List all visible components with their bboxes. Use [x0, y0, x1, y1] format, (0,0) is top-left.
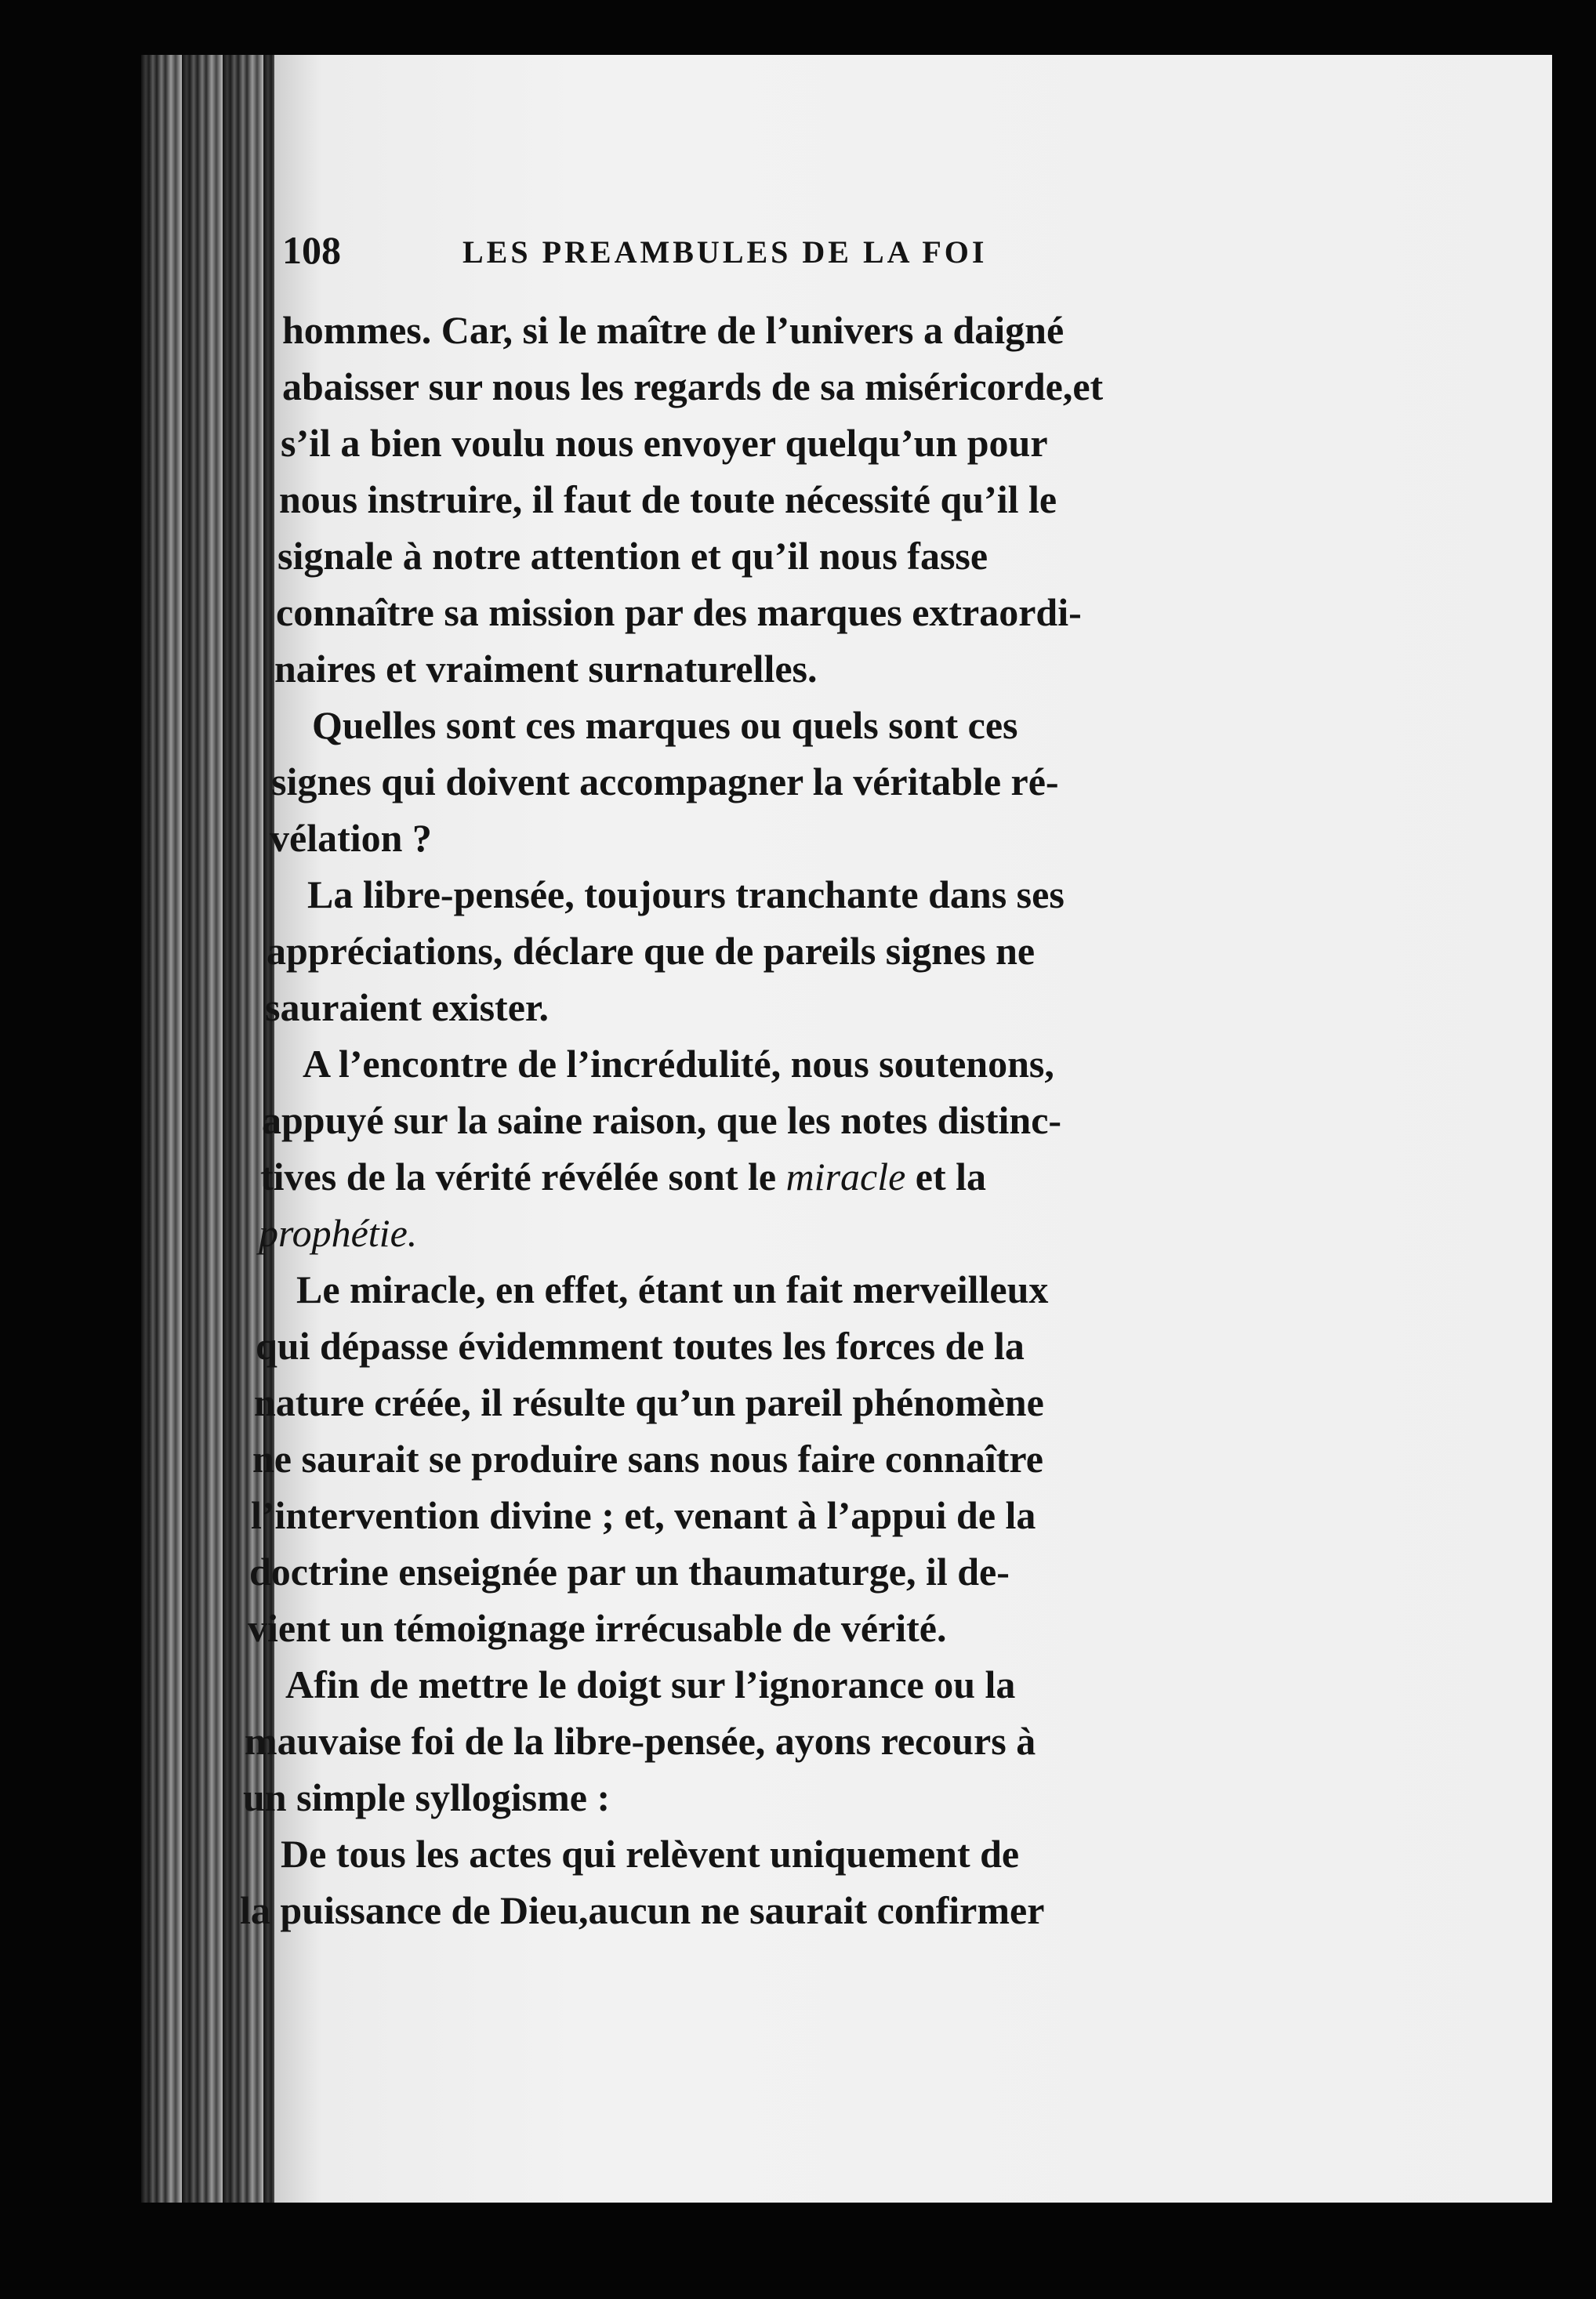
- text-line: Le miracle, en effet, étant un fait merveilleux: [296, 1267, 1049, 1311]
- text-line: sauraient exister.: [265, 985, 549, 1029]
- text-line: la puissance de Dieu,aucun ne saurait confirmer: [240, 1888, 1045, 1932]
- text-line: hommes. Car, si le maître de l’univers a daigné: [282, 308, 1065, 352]
- text-line: connaître sa mission par des marques extraordi-: [276, 590, 1082, 634]
- running-title: LES PREAMBULES DE LA FOI: [462, 234, 988, 270]
- text-line: mauvaise foi de la libre-pensée, ayons recours à: [245, 1719, 1036, 1763]
- text-line: s’il a bien voulu nous envoyer quelqu’un pour: [281, 421, 1048, 465]
- text-line: naires et vraiment surnaturelles.: [274, 647, 818, 691]
- text-line: un simple syllogisme :: [243, 1775, 611, 1819]
- text-line-start: tives de la vérité révélée sont le: [260, 1155, 777, 1198]
- text-line-end: et la: [915, 1155, 987, 1198]
- text-line: appuyé sur la saine raison, que les notes distinc-: [262, 1098, 1062, 1142]
- page-body-text: [219, 302, 1489, 1938]
- text-line: abaisser sur nous les regards de sa miséricorde,et: [282, 364, 1104, 408]
- text-line: vélation ?: [270, 816, 432, 860]
- text-line: signale à notre attention et qu’il nous fasse: [277, 534, 988, 578]
- text-line: prophétie.: [259, 1211, 418, 1255]
- text-line: qui dépasse évidemment toutes les forces de la: [256, 1324, 1025, 1368]
- text-line: signes qui doivent accompagner la véritable ré-: [271, 760, 1059, 803]
- text-line: De tous les actes qui relèvent uniquement de: [281, 1832, 1020, 1876]
- text-line: [260, 1148, 1489, 1205]
- text-line: La libre-pensée, toujours tranchante dans ses: [307, 872, 1065, 916]
- page-number: 108: [282, 228, 341, 272]
- text-line: Afin de mettre le doigt sur l’ignorance ou la: [285, 1663, 1016, 1706]
- text-line: A l’encontre de l’incrédulité, nous soutenons,: [303, 1042, 1054, 1086]
- text-line: Quelles sont ces marques ou quels sont ces: [312, 703, 1018, 747]
- text-line: l’intervention divine ; et, venant à l’appui de la: [251, 1493, 1036, 1537]
- text-line: appréciations, déclare que de pareils signes ne: [267, 929, 1036, 973]
- italic-word-miracle: miracle: [785, 1155, 906, 1198]
- text-line: ne saurait se produire sans nous faire connaître: [252, 1437, 1043, 1481]
- text-line: nature créée, il résulte qu’un pareil phénomène: [254, 1380, 1044, 1424]
- text-line: vient un témoignage irrécusable de vérité.: [248, 1606, 947, 1650]
- page-header: [282, 227, 1325, 282]
- text-line: doctrine enseignée par un thaumaturge, il de-: [249, 1550, 1010, 1594]
- text-line: nous instruire, il faut de toute nécessité qu’il le: [279, 477, 1057, 521]
